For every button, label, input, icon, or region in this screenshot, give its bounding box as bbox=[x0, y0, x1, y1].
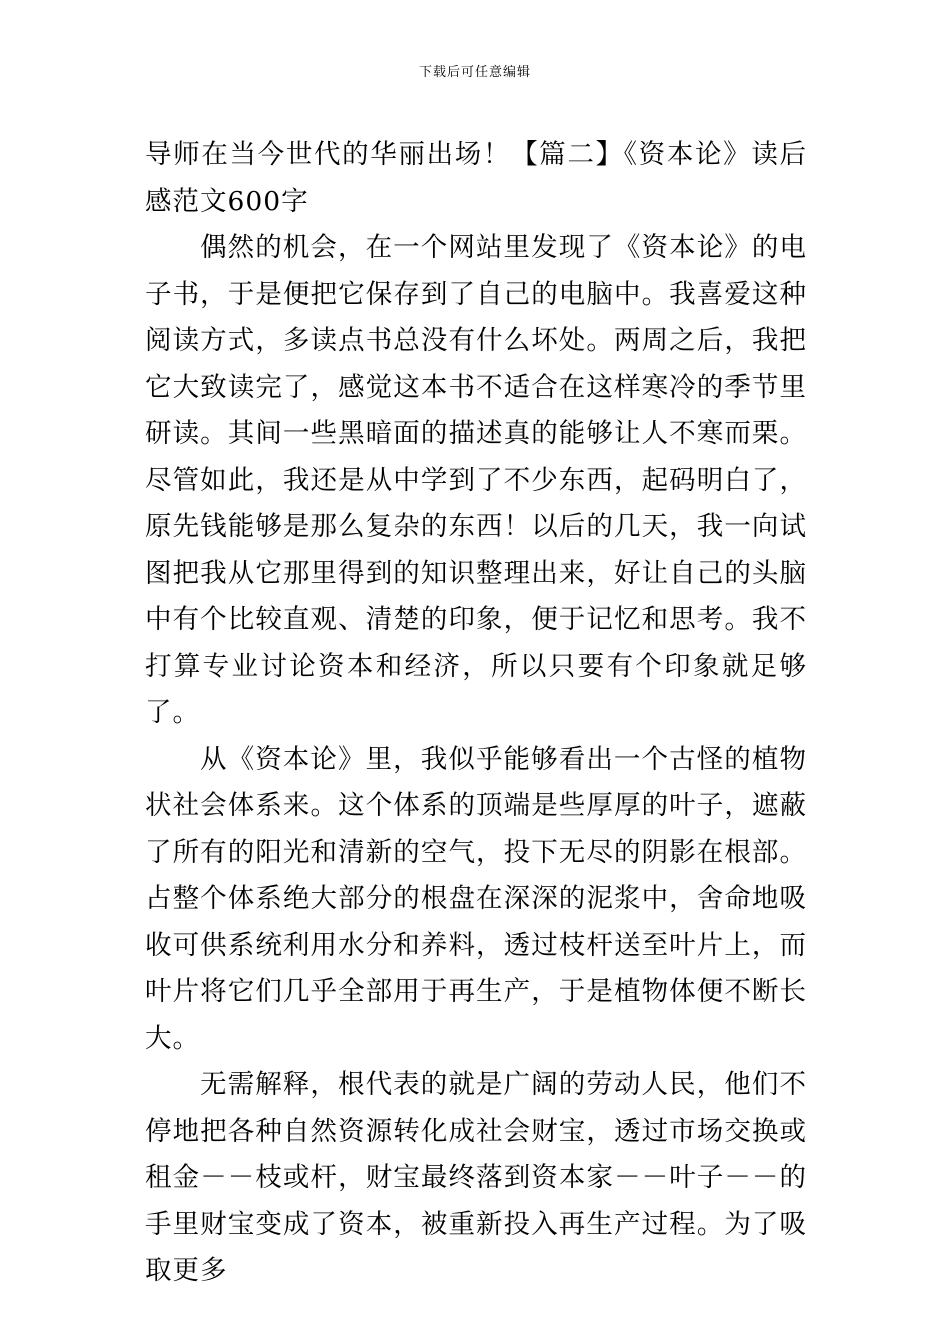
document-body bbox=[145, 132, 807, 1295]
paragraph-3: 无需解释，根代表的就是广阔的劳动人民，他们不停地把各种自然资源转化成社会财宝，透过市场交换或租金－－枝或杆，财宝最终落到资本家－－叶子－－的手里财宝变成了资本，被重新投入再生产过程。为了吸取更多 bbox=[145, 1069, 807, 1286]
page-header: 下载后可任意编辑 bbox=[418, 65, 531, 80]
paragraph-title-continuation: 导师在当今世代的华丽出场！【篇二】《资本论》读后感范文600字 bbox=[145, 139, 807, 217]
paragraph-2: 从《资本论》里，我似乎能够看出一个古怪的植物状社会体系来。这个体系的顶端是些厚厚的叶子，遮蔽了所有的阳光和清新的空气，投下无尽的阴影在根部。占整个体系绝大部分的根盘在深深的泥浆中，舍命地吸收可供系统利用水分和养料，透过枝杆送至叶片上，而叶片将它们几乎全部用于再生产，于是植物体便不断长大。 bbox=[145, 743, 807, 1054]
paragraph-1: 偶然的机会，在一个网站里发现了《资本论》的电子书，于是便把它保存到了自己的电脑中。我喜爱这种阅读方式，多读点书总没有什么坏处。两周之后，我把它大致读完了，感觉这本书不适合在这样寒冷的季节里研读。其间一些黑暗面的描述真的能够让人不寒而栗。尽管如此，我还是从中学到了不少东西，起码明白了，原先钱能够是那么复杂的东西！以后的几天，我一向试图把我从它那里得到的知识整理出来，好让自己的头脑中有个比较直观、清楚的印象，便于记忆和思考。我不打算专业讨论资本和经济，所以只要有个印象就足够了。 bbox=[145, 232, 807, 728]
